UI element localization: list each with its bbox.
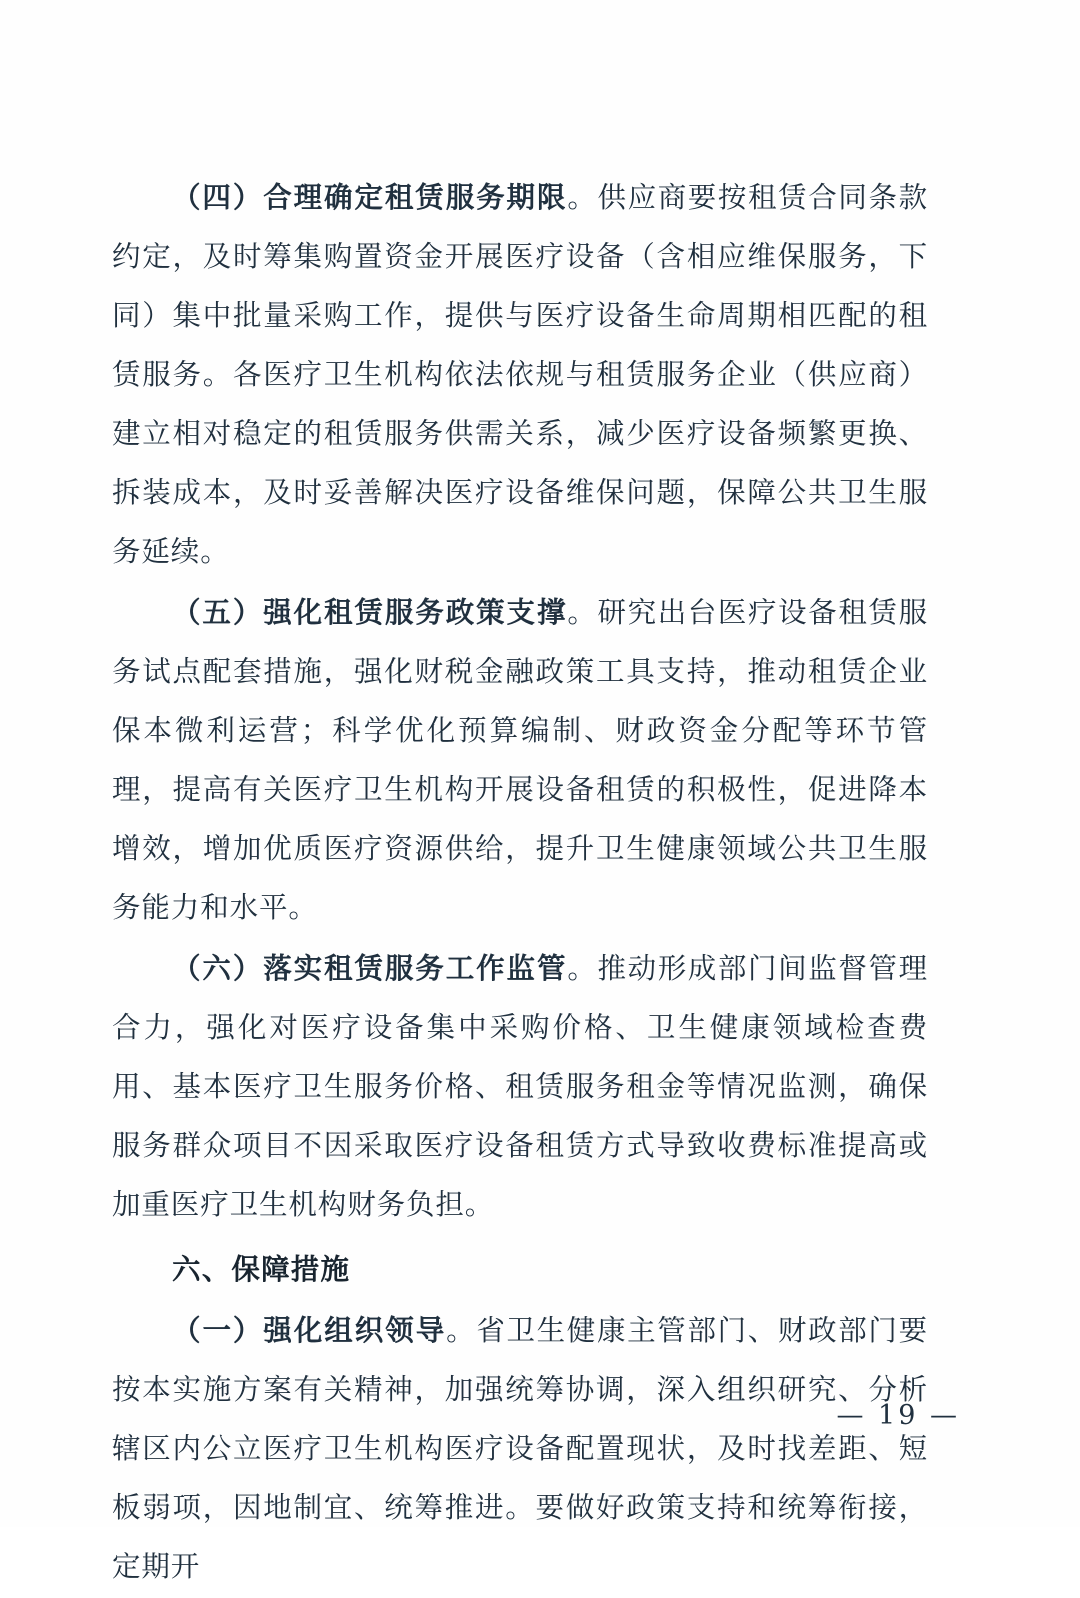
- paragraph-item-4: [112, 168, 928, 581]
- paragraph-item-4-body: 。供应商要按租赁合同条款约定，及时筹集购置资金开展医疗设备（含相应维保服务，下同）集中批量采购工作，提供与医疗设备生命周期相匹配的租赁服务。各医疗卫生机构依法依规与租赁服务企业（供应商）建立相对稳定的租赁服务供需关系，减少医疗设备频繁更换、拆装成本，及时妥善解决医疗设备维保问题，保障公共卫生服务延续。: [112, 181, 928, 568]
- page-number: — 19 —: [836, 1400, 960, 1431]
- paragraph-item-6-body: 。推动形成部门间监督管理合力，强化对医疗设备集中采购价格、卫生健康领域检查费用、基本医疗卫生服务价格、租赁服务租金等情况监测，确保服务群众项目不因采取医疗设备租赁方式导致收费标准提高或加重医疗卫生机构财务负担。: [112, 952, 928, 1221]
- paragraph-item-1-measures-body: 。省卫生健康主管部门、财政部门要按本实施方案有关精神，加强统筹协调，深入组织研究、分析辖区内公立医疗卫生机构医疗设备配置现状，及时找差距、短板弱项，因地制宜、统筹推进。要做好政策支持和统筹衔接，定期开: [112, 1314, 928, 1583]
- paragraph-item-1-measures-lead: （一）强化组织领导: [172, 1313, 447, 1347]
- paragraph-item-1-measures: [112, 1301, 928, 1596]
- paragraph-item-4-lead: （四）合理确定租赁服务期限: [172, 180, 568, 214]
- document-body: [112, 168, 928, 1598]
- section-heading: 六、保障措施: [172, 1252, 351, 1286]
- paragraph-item-6: [112, 939, 928, 1234]
- paragraph-item-6-lead: （六）落实租赁服务工作监管: [172, 951, 568, 985]
- paragraph-item-5-body: 。研究出台医疗设备租赁服务试点配套措施，强化财税金融政策工具支持，推动租赁企业保本微利运营；科学优化预算编制、财政资金分配等环节管理，提高有关医疗卫生机构开展设备租赁的积极性，促进降本增效，增加优质医疗资源供给，提升卫生健康领域公共卫生服务能力和水平。: [112, 596, 928, 924]
- paragraph-item-5: [112, 583, 928, 937]
- paragraph-item-5-lead: （五）强化租赁服务政策支撑: [172, 595, 568, 629]
